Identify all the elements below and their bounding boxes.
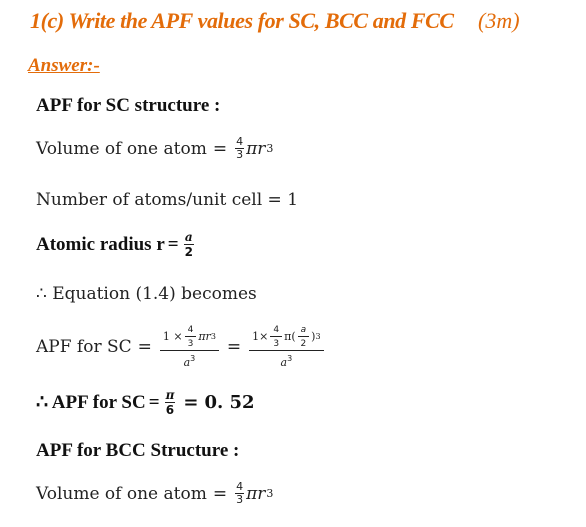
a-term: a — [280, 356, 288, 369]
numerator-prefix: 1 × — [162, 330, 183, 343]
inner-denominator: 3 — [187, 339, 194, 349]
sc-radius-fraction — [184, 230, 194, 259]
sc-equation-line: ∴ Equation (1.4) becomes — [36, 284, 257, 304]
cube-exponent: 3 — [266, 487, 274, 500]
sc-volume-fraction — [235, 136, 244, 161]
sc-result-equals: = — [148, 391, 160, 413]
sc-apf-fraction-1 — [160, 325, 219, 369]
sc-apf-fraction-2 — [249, 325, 323, 369]
fraction-numerator: 4 — [236, 480, 244, 493]
sc-result-equals-2: = — [183, 392, 199, 413]
cube-exponent: 3 — [287, 354, 293, 363]
inner-fraction — [270, 325, 282, 349]
sc-volume-label: Volume of one atom — [36, 138, 207, 159]
fraction-numerator: 4 — [236, 135, 244, 148]
fraction-denominator — [280, 351, 294, 369]
sc-volume-equals: = — [212, 138, 228, 159]
bcc-volume-equals: = — [212, 483, 228, 504]
inner-fraction-a-over-2 — [298, 325, 310, 349]
cube-exponent: 3 — [266, 142, 274, 155]
sc-atoms-line: Number of atoms/unit cell = 1 — [36, 190, 299, 210]
fraction-denominator: 6 — [165, 403, 175, 417]
question-text: 1(c) Write the APF values for SC, BCC and FCC — [30, 8, 454, 33]
sc-apf-equals: = — [137, 337, 152, 357]
sc-heading: APF for SC structure : — [36, 95, 221, 116]
pi-open-paren: π( — [284, 330, 296, 343]
question-marks: (3m) — [478, 8, 520, 33]
sc-volume-line — [36, 136, 273, 161]
fraction-denominator — [183, 351, 197, 369]
fraction-numerator: a — [184, 230, 193, 244]
sc-radius-line — [36, 230, 196, 259]
cube-exponent: 3 — [315, 332, 321, 341]
pi-r-term: πr — [198, 330, 211, 343]
bcc-volume-fraction — [235, 481, 244, 506]
sc-result-label: ∴ APF for SC — [36, 392, 146, 413]
bcc-volume-label: Volume of one atom — [36, 483, 207, 504]
sc-radius-label: Atomic radius r — [36, 233, 165, 255]
sc-apf-expression — [36, 325, 326, 369]
pi-r-term: πr — [246, 483, 266, 504]
fraction-denominator: 3 — [236, 493, 244, 506]
pi-r-term: πr — [246, 138, 266, 159]
sc-result-value: 0. 52 — [204, 392, 255, 413]
sc-radius-equals: = — [167, 233, 179, 255]
sc-apf-result — [36, 388, 255, 417]
a-term: a — [183, 356, 191, 369]
fraction-denominator: 2 — [184, 245, 193, 259]
inner-numerator: a — [298, 325, 310, 337]
close-paren: ) — [311, 330, 316, 343]
fraction-numerator — [160, 325, 219, 351]
bcc-volume-line — [36, 481, 273, 506]
fraction-numerator — [249, 325, 323, 351]
cube-exponent: 3 — [190, 354, 196, 363]
sc-apf-label: APF for SC — [36, 337, 132, 357]
inner-fraction — [185, 325, 197, 349]
numerator-prefix: 1× — [252, 330, 269, 343]
fraction-numerator: π — [165, 388, 175, 402]
inner-denominator: 3 — [273, 339, 280, 349]
sc-result-fraction — [165, 388, 176, 417]
inner-denominator: 2 — [300, 339, 307, 349]
cube-exponent: 3 — [210, 332, 216, 341]
bcc-heading: APF for BCC Structure : — [36, 440, 240, 461]
sc-apf-equals-2: = — [226, 337, 242, 357]
inner-numerator: 4 — [185, 325, 197, 337]
fraction-denominator: 3 — [236, 148, 244, 161]
answer-label: Answer:- — [28, 55, 100, 76]
inner-numerator: 4 — [270, 325, 282, 337]
